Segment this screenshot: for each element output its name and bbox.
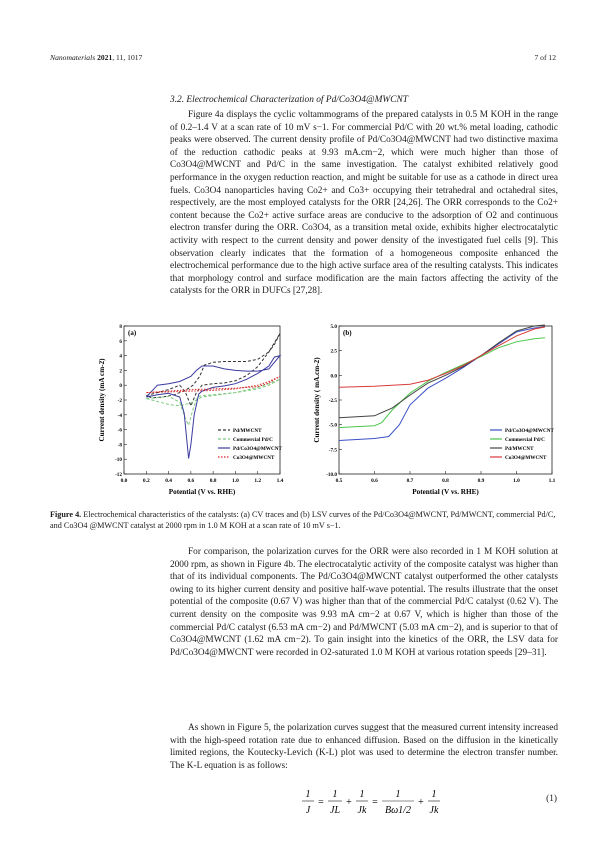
page-number: 7 of 12 xyxy=(534,53,556,62)
y-tick-label: -10 xyxy=(115,457,122,464)
eq-t4-den: Jk xyxy=(429,805,439,816)
y-tick-label: 8 xyxy=(119,324,122,330)
y-tick-label: 0 xyxy=(119,383,122,390)
x-tick-label: 0.0 xyxy=(120,478,128,484)
x-tick-label: 0.9 xyxy=(477,478,485,484)
y-tick-label: 6 xyxy=(119,338,122,345)
y-tick-label: -4 xyxy=(117,412,122,419)
series-line xyxy=(339,325,545,418)
section-title: 3.2. Electrochemical Characterization of Pd/Co3O4@MWCNT xyxy=(170,95,408,105)
y-tick-label: 4 xyxy=(119,353,122,360)
panel-label: (b) xyxy=(343,329,352,337)
x-tick-label: 0.2 xyxy=(142,478,150,484)
y-axis-label: Current density ( mA.cm-2) xyxy=(313,357,321,443)
figure-4 xyxy=(98,323,560,503)
eq-t3-den: Bω1/2 xyxy=(385,805,411,816)
series-line xyxy=(339,327,545,387)
legend-label: Commercial Pd/C xyxy=(233,437,273,443)
journal-volume: , 11, 1017 xyxy=(112,53,143,62)
figure-caption-text: Electrochemical characteristics of the catalysts: (a) CV traces and (b) LSV curves of the Pd/Co3O4@MWCNT, Pd/MWCNT, commercial Pd/C, and Co3O4 @MWCNT catalyst at 2000 rpm in 1.0 M KOH at a scan rate of 10 mV s−1. xyxy=(50,510,556,531)
legend-label: Pd/Co3O4@MWCNT xyxy=(233,446,282,452)
y-tick-label: 2 xyxy=(119,368,122,375)
x-axis-label: Potential (V vs. RHE) xyxy=(412,488,479,496)
legend-label: Pd/MWCNT xyxy=(233,428,262,434)
journal-name: Nanomaterials xyxy=(50,53,96,62)
x-tick-label: 0.6 xyxy=(187,478,195,484)
eq-t4-num: 1 xyxy=(431,789,437,800)
y-tick-label: -10.0 xyxy=(326,472,337,478)
x-tick-label: 1.0 xyxy=(232,478,239,484)
eq-t1-num: 1 xyxy=(332,789,338,800)
paragraph-3: As shown in Figure 5, the polarization curves suggest that the measured current intensity increased with the high-speed rotation rate due to enhanced diffusion. Based on the diffusion in the kinetically limited regions, the Koutecky-Levich (K-L) plot was used to determine the electron transfer number. The K-L equation is as follows: xyxy=(170,723,558,771)
y-tick-label: -12 xyxy=(115,472,122,478)
svg-text:=: = xyxy=(372,797,378,808)
svg-text:=: = xyxy=(318,797,324,808)
y-tick-label: -8 xyxy=(117,442,122,449)
x-tick-label: 0.7 xyxy=(406,478,414,484)
journal-year: 2021 xyxy=(97,53,113,62)
x-tick-label: 1.0 xyxy=(513,478,520,484)
x-tick-label: 0.6 xyxy=(371,478,378,484)
legend-label: Commercial Pd/C xyxy=(505,437,545,443)
series-line xyxy=(339,338,545,428)
legend-label: Co3O4@MWCNT xyxy=(505,455,547,461)
legend-label: Co3O4@MWCNT xyxy=(233,455,275,461)
svg-text:+: + xyxy=(346,797,352,808)
y-tick-label: 0.0 xyxy=(330,373,337,380)
y-axis-label: Current density (mA cm-2) xyxy=(98,358,106,442)
eq-t2-den: Jk xyxy=(357,805,367,816)
y-tick-label: -2 xyxy=(117,398,122,404)
eq-t1-den: JL xyxy=(330,805,340,816)
eq-lhs-num: 1 xyxy=(305,789,311,800)
legend-label: Pd/MWCNT xyxy=(505,446,534,452)
kl-equation xyxy=(300,782,558,822)
y-tick-label: 2.5 xyxy=(330,348,337,355)
series-line xyxy=(339,327,545,441)
chart-panel-a xyxy=(98,324,284,496)
x-tick-label: 0.8 xyxy=(209,478,217,484)
eq-lhs-den: J xyxy=(305,805,311,816)
svg-text:+: + xyxy=(418,797,424,808)
y-tick-label: -6 xyxy=(117,427,122,434)
x-tick-label: 1.2 xyxy=(254,478,262,484)
paragraph-1: Figure 4a displays the cyclic voltammograms of the prepared catalysts in 0.5 M KOH in the range of 0.2–1.4 V at a scan rate of 10 mV s−1. For commercial Pd/C with 20 wt.% metal loading, cathodic peaks were observed. The current density profile of Pd/Co3O4@MWCNT had two distinctive maxima of the reduction cathodic peaks at 9.93 mA.cm−2, which were much higher than those of Co3O4@MWCNT and Pd/C in the same investigation. The catalyst exhibited relatively good performance in the oxygen reduction reaction, and might be suitable for use as a cathode in direct urea fuels. Co3O4 nanoparticles having Co2+ and Co3+ occupying their tetrahedral and octahedral sites, respectively, are the most employed catalysts for the ORR [24,26]. The ORR corresponds to the Co2+ content because the Co2+ active surface areas are conducive to the adsorption of O2 and continuous electron transfer during the ORR. Co3O4, as a transition metal oxide, exhibits higher electrocatalytic activity with respect to the current density and power density of the investigated fuel cells [9]. This observation clearly indicates that the formation of a homogeneous composite enhanced the electrochemical performance due to the high active surface area of the resulting catalysts. This indicates that morphology control and surface modification are the main factors affecting the activity of the catalysts for the ORR in DUFCs [27,28]. xyxy=(170,110,558,297)
chart-panel-b xyxy=(313,324,556,496)
y-tick-label: -5.0 xyxy=(328,422,337,429)
series-line xyxy=(146,356,280,459)
y-tick-label: -7.5 xyxy=(328,447,337,454)
eq-t2-num: 1 xyxy=(359,789,365,800)
eq-t3-num: 1 xyxy=(395,789,401,800)
series-line xyxy=(146,379,280,425)
x-tick-label: 1.1 xyxy=(548,478,556,484)
x-tick-label: 0.4 xyxy=(165,478,172,484)
legend-label: Pd/Co3O4@MWCNT xyxy=(505,428,554,434)
y-tick-label: 5.0 xyxy=(330,324,337,330)
figure-caption-label: Figure 4. xyxy=(50,510,82,519)
x-tick-label: 0.5 xyxy=(335,478,343,484)
paragraph-2: For comparison, the polarization curves for the ORR were also recorded in 1 M KOH solution at 2000 rpm, as shown in Figure 4b. The electrocatalytic activity of the composite catalyst was higher than that of its individual components. The Pd/Co3O4@MWCNT catalyst outperformed the other catalysts owing to its higher current density and positive half-wave potential. The results illustrate that the onset potential of the composite (0.67 V) was higher than that of the commercial Pd/C catalyst (0.62 V). The current density on the composite was 9.93 mA cm−2 at 0.67 V, which is higher than those of the commercial Pd/C catalyst (6.53 mA cm−2) and Pd/MWCNT (5.03 mA cm−2), and is superior to that of Co3O4@MWCNT (1.62 mA cm−2). To gain insight into the kinetics of the ORR, the LSV data for Pd/Co3O4@MWCNT were recorded in O2-saturated 1.0 M KOH at various rotation speeds [29–31]. xyxy=(170,547,558,658)
running-header xyxy=(50,53,142,62)
panel-label: (a) xyxy=(128,329,137,337)
x-tick-label: 0.8 xyxy=(442,478,449,484)
equation-number: (1) xyxy=(546,794,557,804)
x-tick-label: 1.4 xyxy=(276,478,284,484)
figure-caption xyxy=(50,509,558,532)
y-tick-label: -2.5 xyxy=(328,398,337,404)
x-axis-label: Potential (V vs. RHE) xyxy=(168,488,236,496)
